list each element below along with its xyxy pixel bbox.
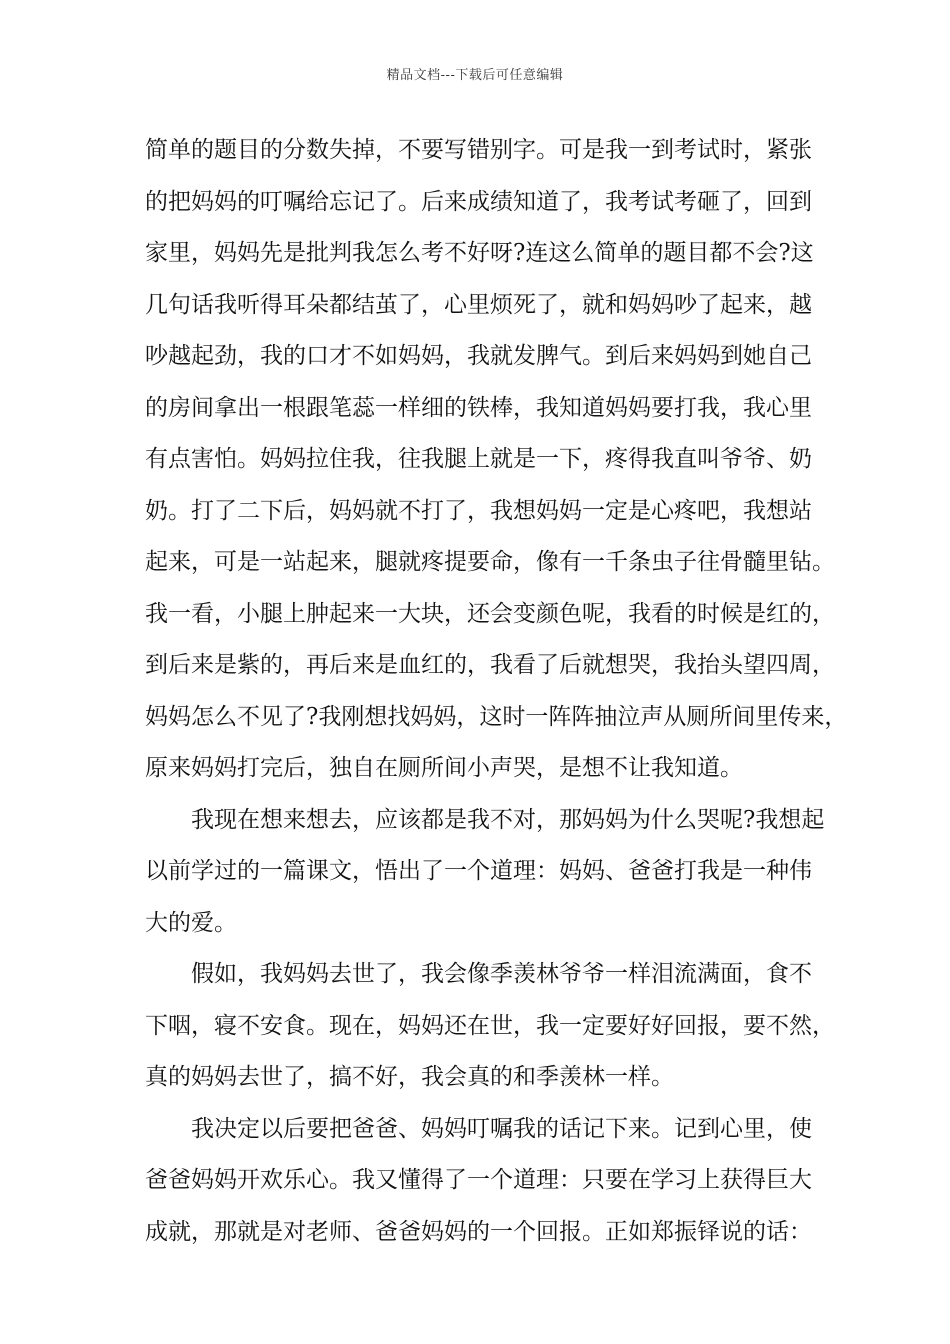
text-line: 到后来是紫的，再后来是血红的，我看了后就想哭，我抬头望四周，: [145, 652, 835, 678]
text-line: 吵越起劲，我的口才不如妈妈，我就发脾气。到后来妈妈到她自己: [145, 343, 812, 369]
paragraph: [145, 949, 835, 1104]
text-line: 我一看，小腿上肿起来一大块，还会变颜色呢，我看的时候是红的，: [145, 600, 835, 627]
text-line: 妈妈怎么不见了?我刚想找妈妈，这时一阵阵抽泣声从厕所间里传来，: [145, 703, 848, 730]
text-line: 有点害怕。妈妈拉住我，往我腿上就是一下，疼得我直叫爷爷、奶: [145, 446, 812, 472]
text-line: 奶。打了二下后，妈妈就不打了，我想妈妈一定是心疼吧，我想站: [145, 497, 812, 524]
text-line: 的把妈妈的叮嘱给忘记了。后来成绩知道了，我考试考砸了，回到: [145, 188, 812, 215]
text-line: 爸爸妈妈开欢乐心。我又懂得了一个道理：只要在学习上获得巨大: [145, 1167, 812, 1193]
text-line: 以前学过的一篇课文，悟出了一个道理：妈妈、爸爸打我是一种伟: [145, 858, 812, 884]
text-line: 大的爱。: [145, 909, 237, 936]
paragraph: [145, 1104, 825, 1259]
text-line: 我现在想来想去，应该都是我不对，那妈妈为什么哭呢?我想起: [191, 806, 825, 833]
text-line: 成就，那就是对老师、爸爸妈妈的一个回报。正如郑振铎说的话：: [145, 1218, 812, 1245]
text-line: 原来妈妈打完后，独自在厕所间小声哭，是想不让我知道。: [145, 755, 743, 781]
text-line: 下咽，寝不安食。现在，妈妈还在世，我一定要好好回报，要不然，: [145, 1012, 835, 1039]
page-header: 精品文档---下载后可任意编辑: [386, 68, 564, 83]
text-line: 几句话我听得耳朵都结茧了，心里烦死了，就和妈妈吵了起来，越: [145, 291, 812, 318]
text-line: 真的妈妈去世了，搞不好，我会真的和季羡林一样。: [145, 1064, 674, 1090]
text-line: 起来，可是一站起来，腿就疼提要命，像有一千条虫子往骨髓里钻。: [145, 549, 835, 575]
text-line: 的房间拿出一根跟笔蕊一样细的铁棒，我知道妈妈要打我，我心里: [145, 394, 812, 421]
text-line: 假如，我妈妈去世了，我会像季羡林爷爷一样泪流满面，食不: [191, 961, 812, 987]
document-body: [145, 125, 848, 1258]
paragraph: [145, 125, 848, 795]
paragraph: [145, 795, 825, 950]
text-line: 我决定以后要把爸爸、妈妈叮嘱我的话记下来。记到心里，使: [191, 1115, 812, 1142]
text-line: 简单的题目的分数失掉，不要写错别字。可是我一到考试时，紧张: [145, 137, 812, 163]
text-line: 家里，妈妈先是批判我怎么考不好呀?连这么简单的题目都不会?这: [145, 240, 814, 266]
